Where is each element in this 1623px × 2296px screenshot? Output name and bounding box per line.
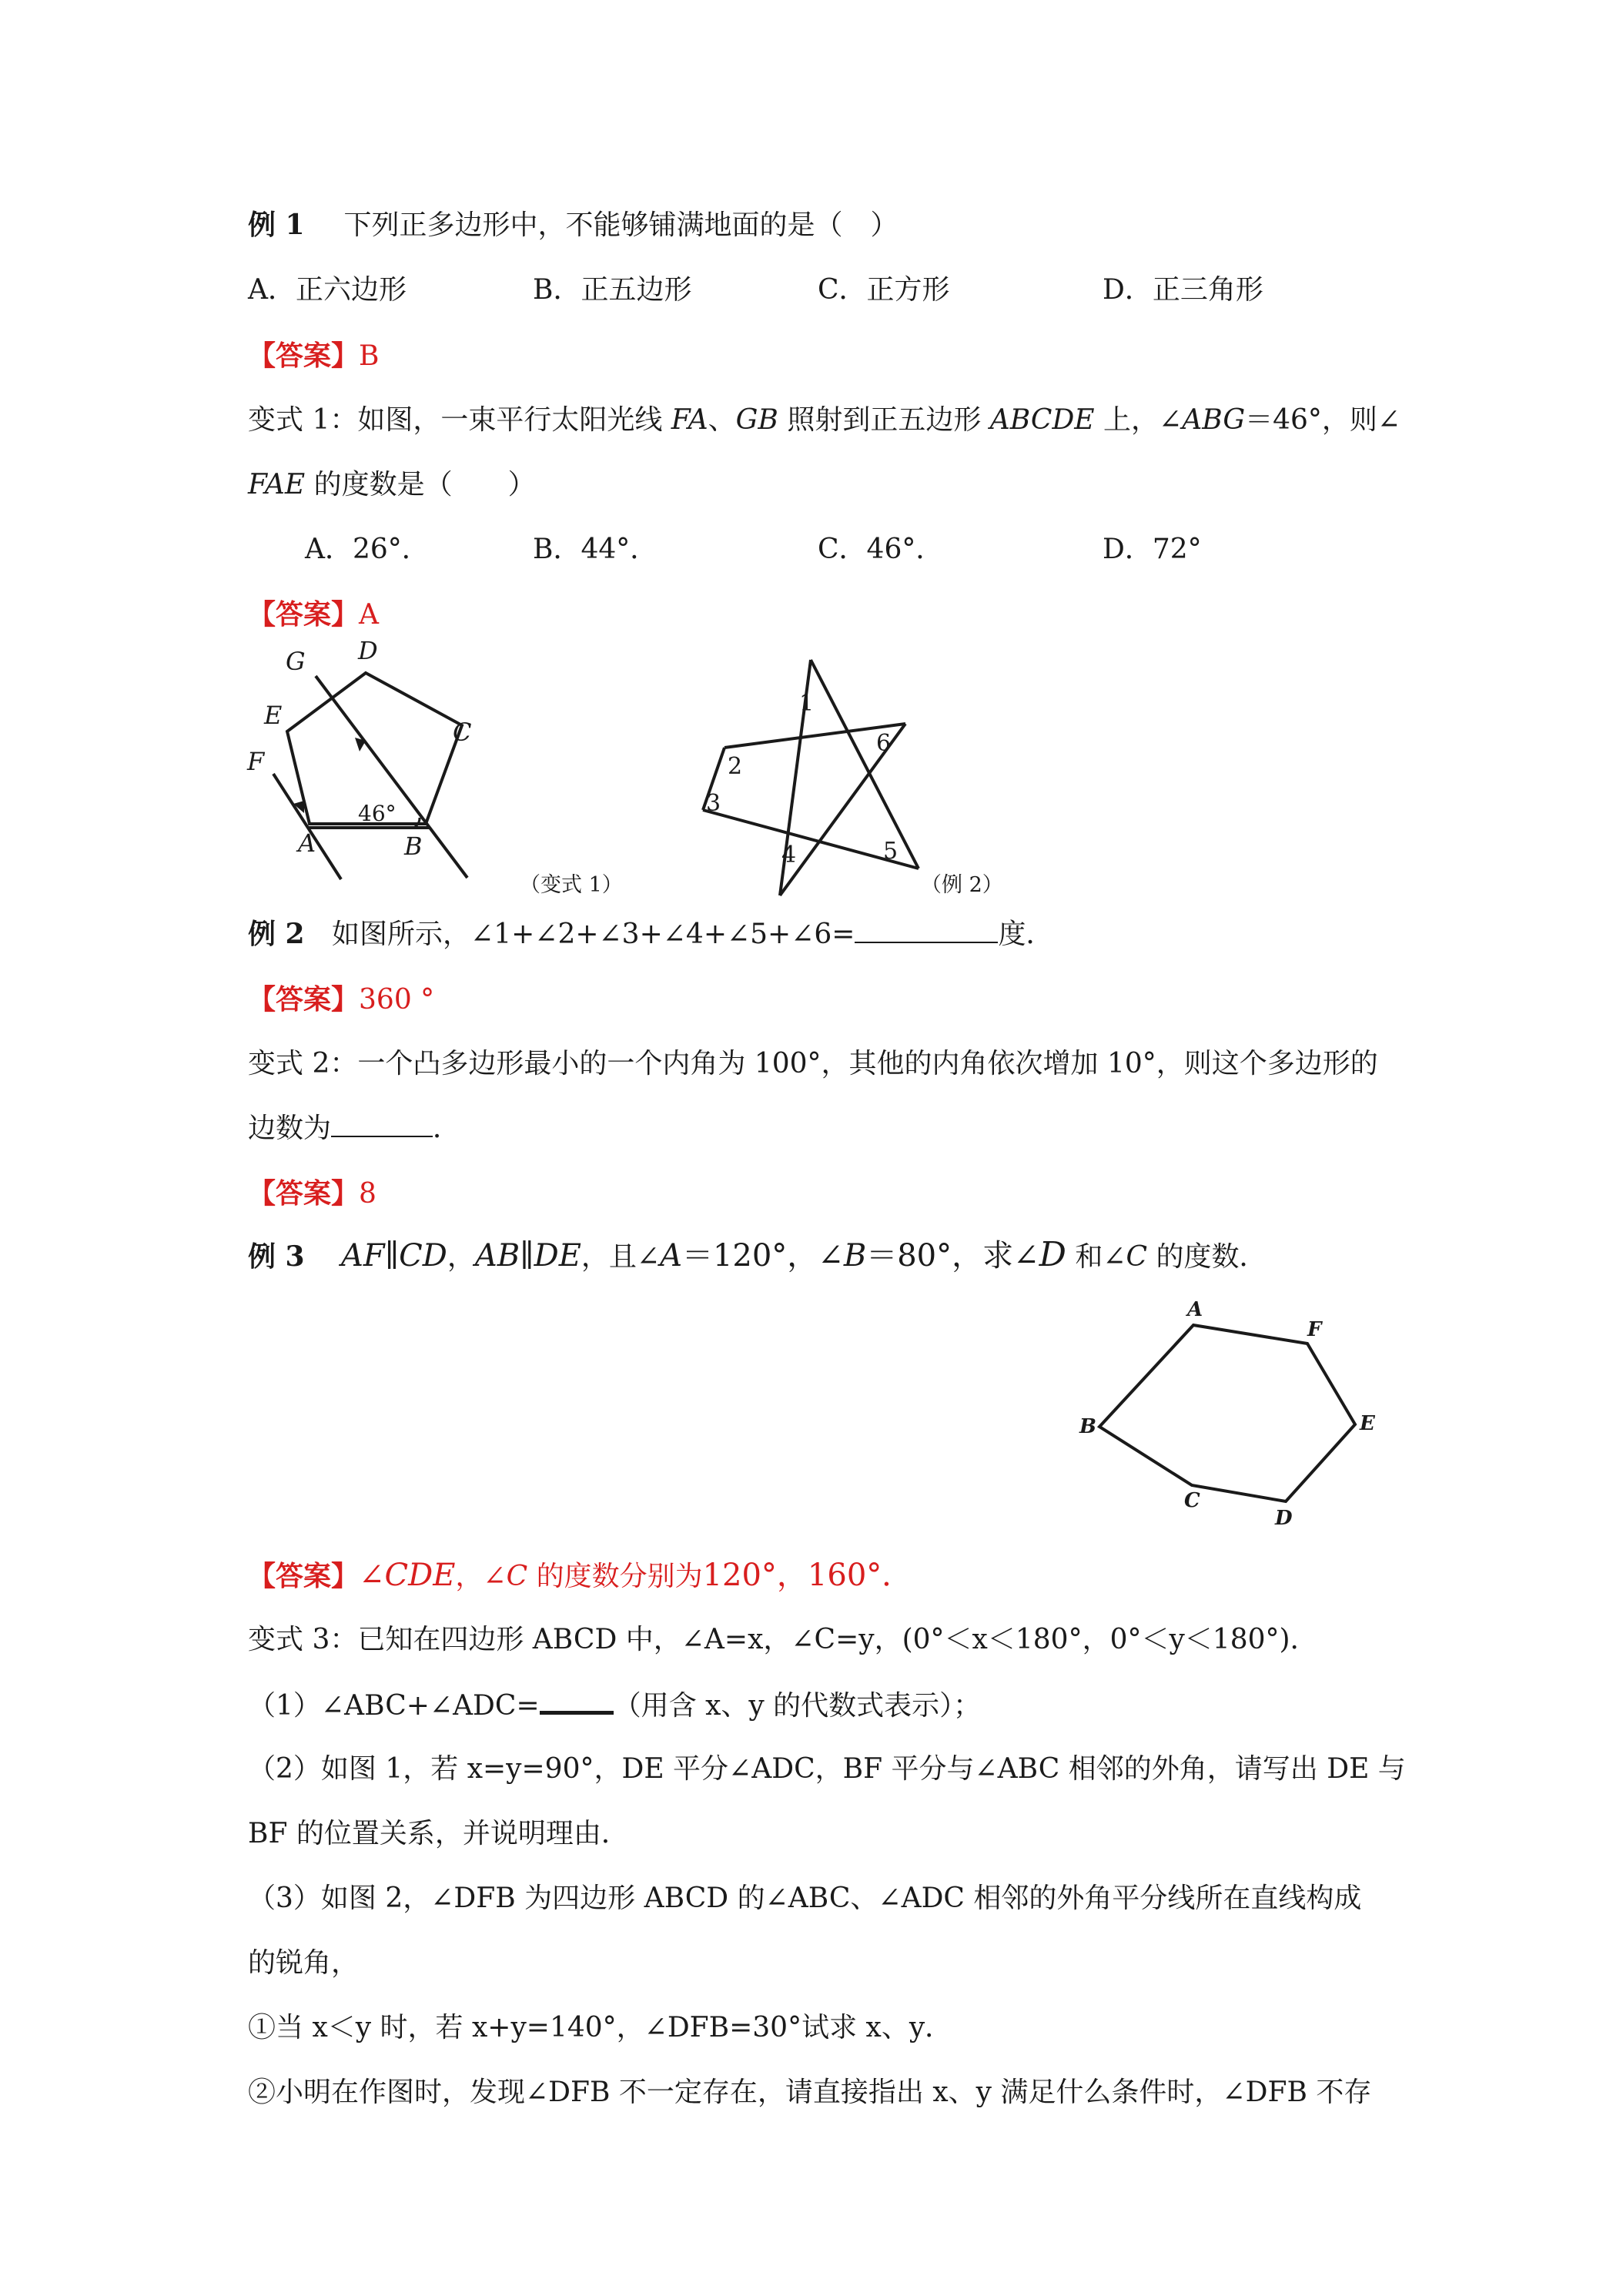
var2-answer-tag: 【答案】 [248,1177,360,1210]
hex-label-f: F [1307,1318,1322,1341]
star-label-1: 1 [799,690,815,717]
ex3-question-line [248,1235,1267,1274]
ex1-question: 下列正多边形中，不能够铺满地面的是（ ） [343,209,899,241]
ex2-answer [248,982,434,1017]
var1-option-b: B．44°． [533,534,658,565]
var1-answer-value: A [359,599,380,631]
label-e: E [264,701,283,730]
var3-case1: ①当 x＜y 时，若 x+y=140°，∠DFB=30°试求 x、y． [248,2012,953,2043]
hex-label-c: C [1184,1489,1200,1512]
star-label-3: 3 [706,790,721,817]
ex1-answer-tag: 【答案】 [248,340,360,372]
ex3-sep-1: ， [447,1241,475,1273]
star-label-4: 4 [781,842,797,869]
ex1-label: 例 1 [248,209,305,241]
ex3-label: 例 3 [248,1240,305,1273]
var1-answer [248,597,379,632]
hex-label-b: B [1079,1415,1096,1438]
ex3-af-cd: AF∥CD [341,1238,447,1274]
label-d: D [358,639,378,665]
var1-answer-tag: 【答案】 [248,598,360,631]
pentagon-figure [243,639,504,893]
var3-part2-line2: BF 的位置关系，并说明理由． [248,1818,629,1849]
var3-intro: 变式 3：已知在四边形 ABCD 中，∠A=x，∠C=y，(0°＜x＜180°，0°＜y＜180°)． [248,1624,1318,1655]
var3-p1-blank[interactable] [540,1688,614,1715]
ex2-suffix: 度． [998,919,1054,950]
star-label-2: 2 [728,753,743,780]
var1-text-a: 变式 1：如图，一束平行太阳光线 [248,404,671,436]
label-c: C [453,718,472,747]
ex3-text-j: 和∠ [1066,1241,1126,1273]
ex3-text-l: 的度数． [1147,1241,1267,1273]
ex3-ans-values: 120°，160°． [702,1558,913,1593]
ex2-label: 例 2 [248,918,305,950]
var3-p1-text-b: （用含 x、y 的代数式表示）； [613,1690,982,1722]
ex3-text-h: ＝80°，求∠ [866,1238,1039,1274]
ex3-text-d: ，且∠ [581,1241,661,1273]
var1-sep: 、 [708,404,736,436]
star-label-6: 6 [876,730,892,757]
ex2-answer-tag: 【答案】 [248,983,360,1016]
pentagon-caption: （变式 1） [520,873,623,897]
ex3-ans-angle-c: C [506,1561,528,1592]
ex3-angle-c: C [1126,1241,1148,1273]
hex-label-e: E [1360,1412,1375,1435]
label-g: G [286,647,306,676]
star-caption: （例 2） [921,873,1003,897]
var1-option-d: D．72° [1103,534,1202,565]
ex3-angle-a: A [660,1238,682,1274]
ex2-question-line [248,917,1053,952]
ex1-option-d: D．正三角形 [1103,274,1263,306]
ex3-text-f: ＝120°，∠ [681,1238,844,1274]
hexagon-shape [1099,1325,1355,1501]
var2-answer-blank[interactable] [331,1113,433,1137]
var3-p1-text-a: （1）∠ABC+∠ADC= [248,1690,540,1722]
var1-abg: ABG [1182,404,1246,436]
ex2-answer-blank[interactable] [855,919,998,943]
var1-option-c: C．46°． [818,534,944,565]
ex1-option-c: C．正方形 [818,274,950,306]
ex3-answer-tag: 【答案】 [248,1560,360,1592]
var1-option-a: A．26°． [305,534,430,565]
var3-part2-line1: （2）如图 1，若 x=y=90°，DE 平分∠ADC，BF 平分与∠ABC 相邻的外角，请写出 DE 与 [248,1753,1406,1785]
label-a: A [298,828,316,858]
ex3-answer [248,1558,912,1594]
var3-part3-line1: （3）如图 2，∠DFB 为四边形 ABCD 的∠ABC、∠ADC 相邻的外角平分线所在直线构成 [248,1883,1362,1914]
ex3-ab-de: AB∥DE [474,1238,581,1274]
var2-text-a: 边数为 [248,1113,332,1144]
hex-label-a: A [1187,1298,1203,1321]
var1-text-e: 的度数是（ ） [305,469,536,500]
var1-abcde: ABCDE [989,404,1095,436]
var1-text-b: 照射到正五边形 [778,404,990,436]
ex3-ans-e: 的度数分别为 [527,1561,703,1592]
var3-case2: ②小明在作图时，发现∠DFB 不一定存在，请直接指出 x、y 满足什么条件时，∠DFB 不存 [248,2077,1372,2108]
var2-answer [248,1176,376,1211]
var1-fae: FAE [248,469,306,500]
var3-part1 [248,1688,981,1723]
var2-text-b: ． [433,1113,461,1144]
var2-answer-value: 8 [359,1178,376,1210]
var1-text-d: ＝46°，则∠ [1245,404,1401,436]
var1-line-2 [248,468,536,502]
hex-label-d: D [1275,1507,1293,1530]
var1-gb: GB [735,404,778,436]
ex3-ans-cde: CDE [384,1558,456,1593]
ex2-answer-value: 360 ° [359,984,435,1016]
star-label-5: 5 [883,838,899,865]
ex1-option-b: B．正五边形 [533,274,692,306]
ex2-question: 如图所示，∠1+∠2+∠3+∠4+∠5+∠6= [332,919,855,950]
ex1-answer-value: B [359,340,380,372]
var1-text-c: 上，∠ [1094,404,1183,436]
label-f: F [247,747,265,776]
ex3-angle-d: D [1039,1235,1066,1274]
star-figure [689,651,928,897]
ex1-answer [248,339,379,373]
var1-line-1 [248,403,1400,437]
ex3-angle-b: B [843,1238,867,1274]
var3-part3-line2: 的锐角， [248,1947,360,1979]
ex1-option-a: A．正六边形 [248,274,407,306]
label-b: B [404,832,423,861]
var2-line-1: 变式 2：一个凸多边形最小的一个内角为 100°，其他的内角依次增加 10°，则这个多边形的 [248,1048,1378,1079]
ex3-ans-a: ∠ [359,1558,385,1593]
var2-line-2 [248,1112,460,1146]
var1-fa: FA [671,404,708,436]
ex1-question-line [248,208,899,243]
ex3-ans-c: ，∠ [455,1561,507,1592]
star-line-2 [811,660,919,869]
hexagon-figure [1070,1297,1394,1544]
angle-label-46: 46° [358,801,397,826]
